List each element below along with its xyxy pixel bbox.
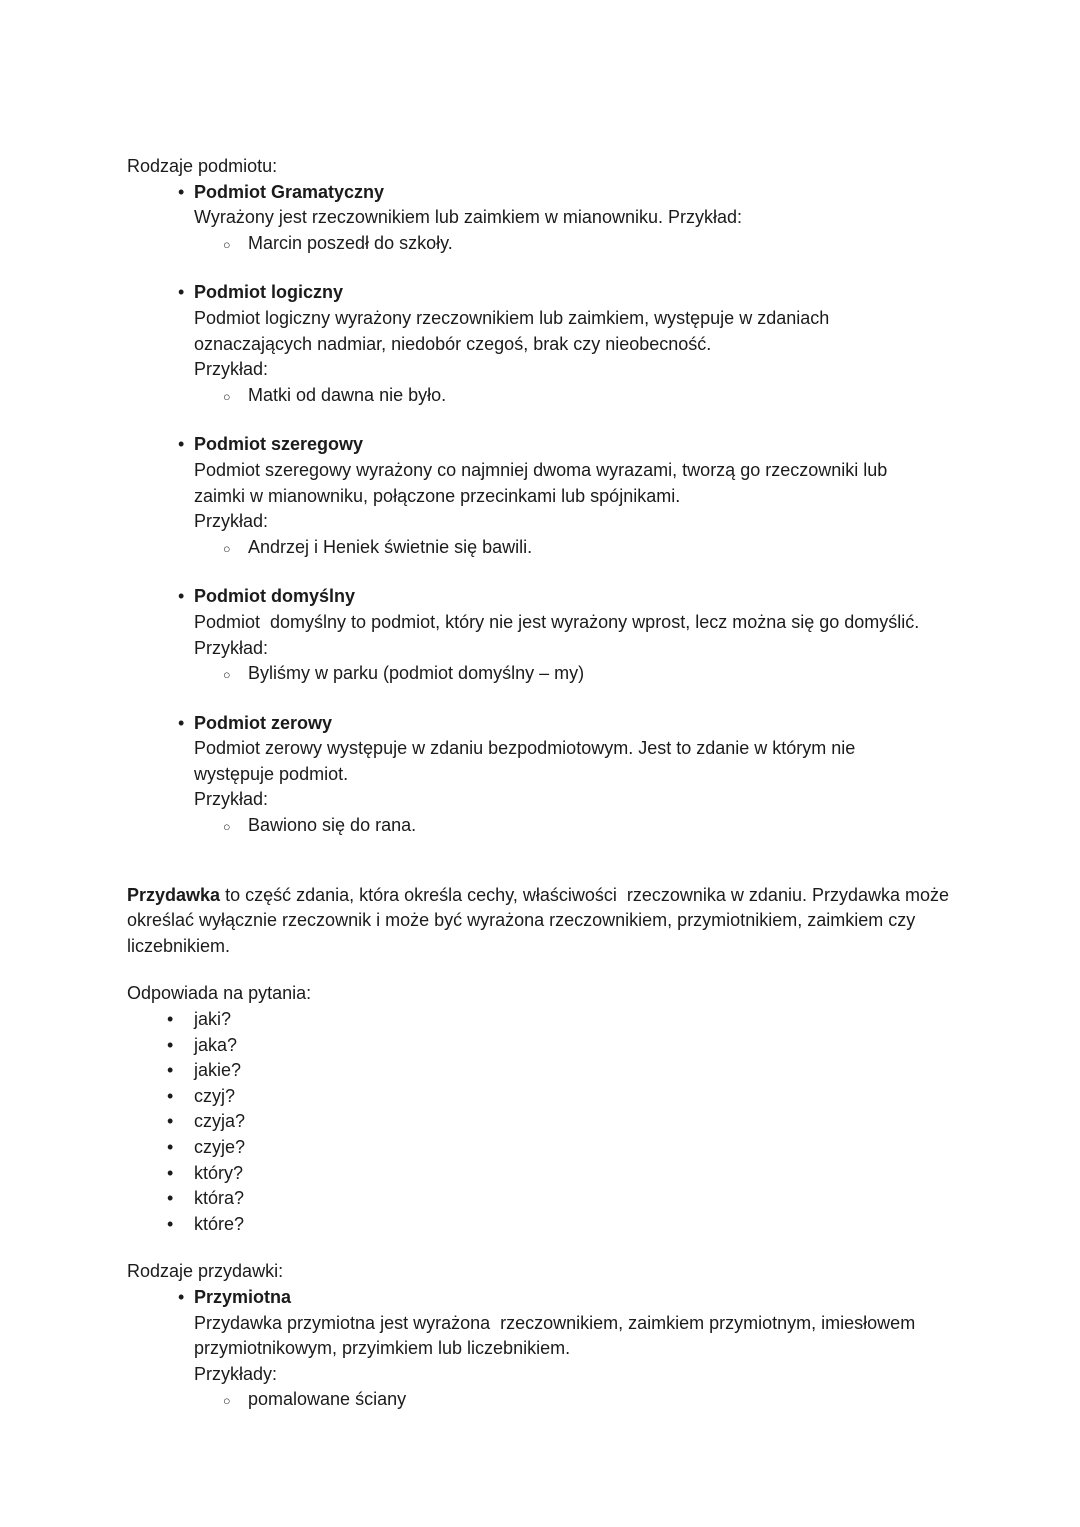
section-podmiot-szeregowy [127,432,970,562]
section-title: Podmiot szeregowy [194,434,364,455]
question-text: które? [194,1213,245,1234]
question-text: jakie? [194,1060,242,1081]
question-item [127,1084,970,1110]
question-text: jaki? [194,1009,232,1030]
question-item [127,1058,970,1084]
paragraph-przydawka [127,883,970,960]
question-text: czyj? [194,1085,236,1106]
circle-bullet-icon: ○ [223,668,231,683]
example-text: Bawiono się do rana. [248,815,417,836]
question-text: który? [194,1162,244,1183]
circle-bullet-icon: ○ [223,237,231,252]
paragraph-line [127,883,970,909]
question-text: czyje? [194,1137,246,1157]
question-item [127,1109,970,1135]
example-label: Przykład: [194,511,269,532]
bullet-icon: • [167,1111,174,1132]
example-text: pomalowane ściany [248,1389,407,1410]
list-item [127,280,970,306]
circle-bullet-icon: ○ [223,389,231,404]
section-podmiot-domyslny [127,584,970,688]
questions-block [127,981,970,1237]
question-item [127,1212,970,1238]
section-body [194,458,970,535]
section-body [194,1311,970,1388]
heading-rodzaje-podmiotu: Rodzaje podmiotu: [127,156,278,176]
bullet-icon: • [178,712,185,733]
question-item [127,1161,970,1187]
example-item [127,535,970,563]
example-item [127,1387,970,1415]
example-label: Przykład: [194,359,269,380]
heading-odpowiada-na-pytania: Odpowiada na pytania: [127,983,312,1004]
bullet-icon: • [178,586,185,607]
bullet-icon: • [178,181,185,202]
example-label: Przykład: [194,789,269,810]
example-text: Marcin poszedł do szkoły. [248,232,453,253]
example-text: Matki od dawna nie było. [248,384,447,405]
example-item [127,661,970,689]
section-title: Przymiotna [194,1286,292,1307]
example-item [127,383,970,411]
section-body [194,306,970,383]
example-text: Andrzej i Heniek świetnie się bawili. [248,536,533,557]
example-label: Przykład: [194,637,269,658]
paragraph-text: to część zdania, która określa cechy, właściwości rzeczownika w zdaniu. Przydawka może [220,884,950,905]
list-item [127,432,970,458]
bullet-icon: • [167,1137,174,1157]
section-podmiot-logiczny [127,280,970,410]
przydawka-types-block [127,1259,970,1415]
section-body [194,205,970,231]
section-body [194,736,970,813]
section-title: Podmiot zerowy [194,712,333,733]
body-line: przymiotnikowym, przyimkiem lub liczebnikiem. [194,1338,571,1359]
circle-bullet-icon: ○ [223,1394,231,1409]
question-item [127,1007,970,1033]
bullet-icon: • [167,1009,174,1030]
question-text: która? [194,1188,245,1209]
example-label: Przykłady: [194,1363,278,1384]
section-title: Podmiot Gramatyczny [194,181,385,202]
heading-rodzaje-przydawki: Rodzaje przydawki: [127,1261,284,1282]
section-podmiot-gramatyczny [127,180,970,259]
body-line: Wyrażony jest rzeczownikiem lub zaimkiem w mianowniku. Przykład: [194,207,742,228]
body-line: Podmiot zerowy występuje w zdaniu bezpodmiotowym. Jest to zdanie w którym nie [194,738,856,759]
body-line: Przydawka przymiotna jest wyrażona rzeczownikiem, zaimkiem przymiotnym, imiesłowem [194,1312,916,1333]
list-item [127,1285,970,1311]
section-title: Podmiot domyślny [194,586,356,607]
list-item [127,180,970,206]
list-item [127,711,970,737]
example-item [127,813,970,841]
bullet-icon: • [167,1213,174,1234]
question-item [127,1135,970,1161]
question-item [127,1033,970,1059]
section-title: Podmiot logiczny [194,282,344,303]
bullet-icon: • [178,1286,185,1307]
body-line: zaimki w mianowniku, połączone przecinkami lub spójnikami. [194,485,681,506]
question-item [127,1186,970,1212]
circle-bullet-icon: ○ [223,541,231,556]
term-przydawka: Przydawka [127,884,221,905]
bullet-icon: • [178,434,185,455]
question-text: czyja? [194,1111,246,1132]
body-line: Podmiot szeregowy wyrażony co najmniej dwoma wyrazami, tworzą go rzeczowniki lub [194,459,888,480]
circle-bullet-icon: ○ [223,820,231,835]
question-text: jaka? [194,1034,238,1055]
bullet-icon: • [178,282,185,303]
bullet-icon: • [167,1060,174,1081]
bullet-icon: • [167,1162,174,1183]
bullet-icon: • [167,1188,174,1209]
paragraph-line: liczebnikiem. [127,935,231,956]
paragraph-line: określać wyłącznie rzeczownik i może być wyrażona rzeczownikiem, przymiotnikiem, zaimkiem czy [127,910,916,931]
example-text: Byliśmy w parku (podmiot domyślny – my) [248,663,585,684]
section-przymiotna [127,1285,970,1415]
section-podmiot-zerowy [127,711,970,841]
bullet-icon: • [167,1034,174,1055]
body-line: Podmiot domyślny to podmiot, który nie jest wyrażony wprost, lecz można się go domyślić. [194,611,920,632]
list-item [127,584,970,610]
section-body [194,610,970,661]
body-line: występuje podmiot. [194,763,349,784]
bullet-icon: • [167,1085,174,1106]
body-line: Podmiot logiczny wyrażony rzeczownikiem lub zaimkiem, występuje w zdaniach [194,307,830,328]
example-item [127,231,970,259]
body-line: oznaczających nadmiar, niedobór czegoś, brak czy nieobecność. [194,333,712,354]
